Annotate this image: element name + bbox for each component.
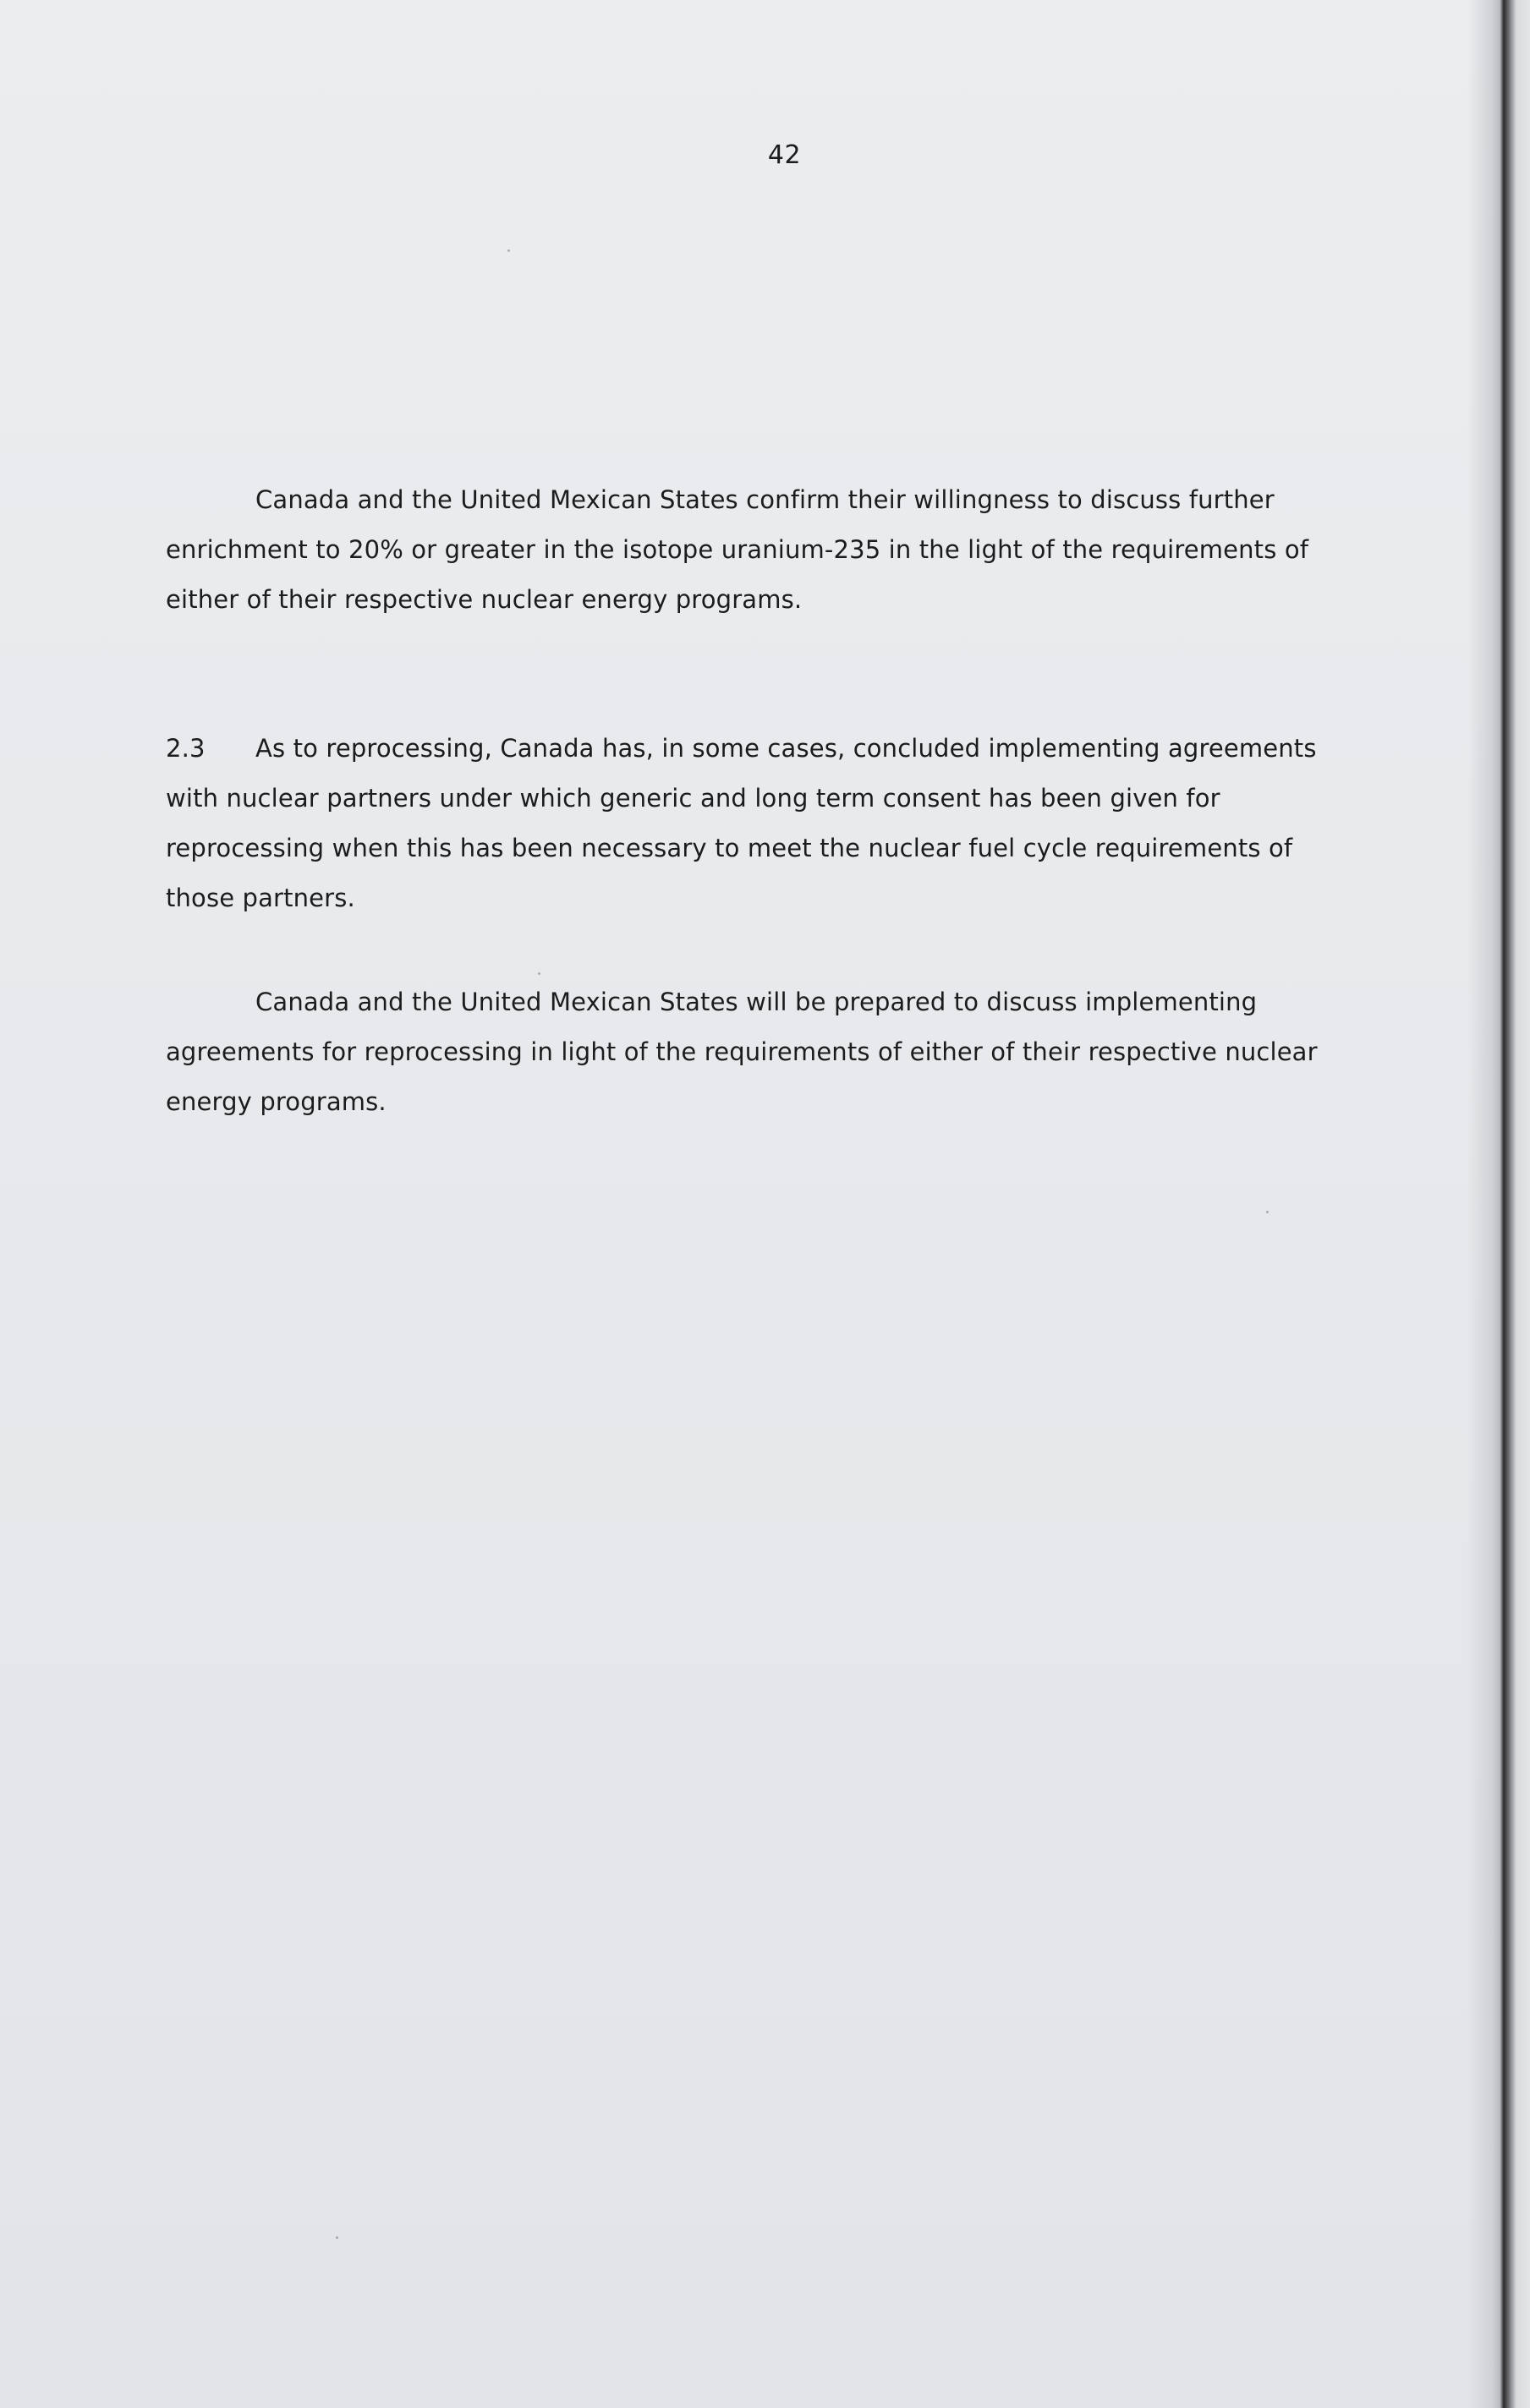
scan-speck bbox=[507, 249, 510, 252]
paragraph-line: enrichment to 20% or greater in the isotope uranium-235 in the light of the requirements of bbox=[166, 535, 1309, 564]
paragraph-line: either of their respective nuclear energy programs. bbox=[166, 585, 803, 614]
paragraph-line-text: As to reprocessing, Canada has, in some cases, concluded implementing agreements bbox=[255, 734, 1317, 763]
paragraph-line: Canada and the United Mexican States will be prepared to discuss implementing bbox=[255, 988, 1258, 1016]
paragraph-line: Canada and the United Mexican States confirm their willingness to discuss further bbox=[255, 485, 1275, 514]
page-number: 42 bbox=[767, 140, 802, 170]
paragraph-line: reprocessing when this has been necessary to meet the nuclear fuel cycle requirements of bbox=[166, 834, 1293, 862]
section-number: 2.3 bbox=[166, 734, 206, 763]
paragraph-implementing-agreements bbox=[166, 977, 1418, 1127]
binding-edge bbox=[1467, 0, 1530, 2408]
paragraph-enrichment bbox=[166, 475, 1418, 625]
scan-speck bbox=[538, 972, 540, 975]
paragraph-line: energy programs. bbox=[166, 1087, 387, 1116]
scan-speck bbox=[336, 2236, 338, 2239]
paragraph-line bbox=[166, 724, 1418, 774]
scan-speck bbox=[1266, 1211, 1269, 1213]
paragraph-line: agreements for reprocessing in light of the requirements of either of their respective nuclear bbox=[166, 1037, 1318, 1066]
paragraph-reprocessing bbox=[166, 724, 1418, 923]
paragraph-line: with nuclear partners under which generic and long term consent has been given for bbox=[166, 784, 1220, 813]
paragraph-line: those partners. bbox=[166, 884, 355, 912]
